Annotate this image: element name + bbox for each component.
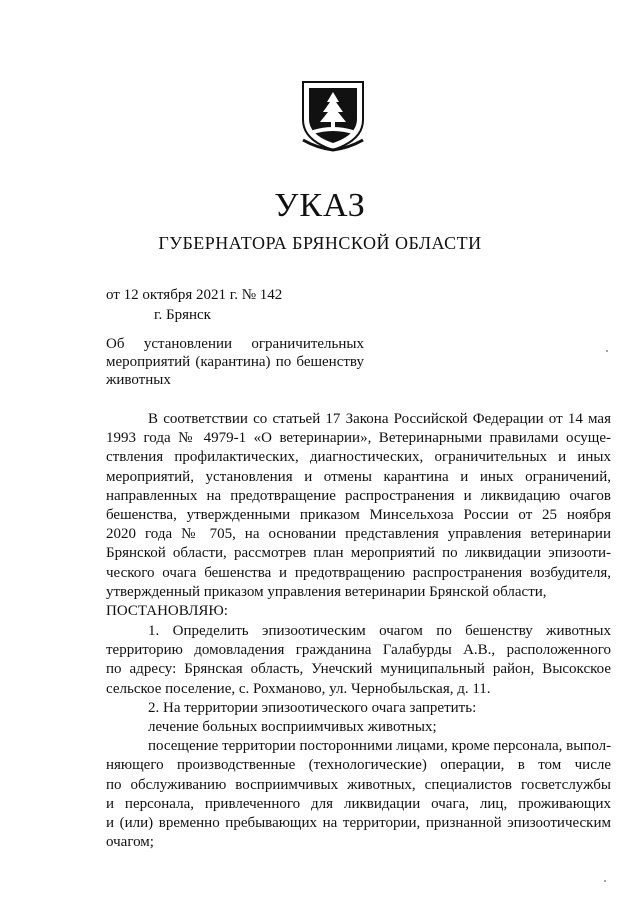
clause-line: и (или) временно пребывающих на территории, признанной эпизоотическим [106,814,611,831]
clause-line: очагом; [106,834,154,851]
coat-of-arms-icon [299,80,367,152]
clause-line: по адресу: Брянская область, Унечский муниципальный район, Высокское [106,661,611,678]
clause-line: сельское поселение, с. Рохманово, ул. Чернобыльская, д. 11. [106,680,491,697]
document-subtitle: ГУБЕРНАТОРА БРЯНСКОЙ ОБЛАСТИ [158,233,482,253]
clause-line: по обслуживанию восприимчивых животных, специалистов госветслужбы [106,776,611,793]
text-line: Брянской области, рассмотрев план мероприятий по ликвидации эпизооти- [106,545,611,562]
document-date-number: от 12 октября 2021 г. № 142 [106,287,283,303]
scan-speck [606,350,608,352]
clause-line: 2. На территории эпизоотического очага запретить: [148,699,477,716]
clauses-section [106,622,611,852]
text-line: 2020 года № 705, на основании представления управления ветеринарии [106,526,611,543]
text-line: ческого очага бешенства и предотвращению распространения возбудителя, [106,564,611,581]
resolution-word: ПОСТАНОВЛЯЮ: [106,602,228,619]
clause-line: 1. Определить эпизоотическим очагом по бешенству животных [148,623,611,639]
text-line: мероприятий, установления и отмены карантина и иных ограничений, [106,468,611,485]
clause-line: территорию домовладения гражданина Галабурды А.В., расположенного [106,642,611,659]
text-line: направленных на предотвращение распространения и ликвидацию очагов [106,487,611,504]
document-city: г. Брянск [154,307,211,323]
subject-line: животных [106,372,171,388]
document-subject [106,335,364,389]
document-title: УКАЗ [274,187,366,224]
text-line: ствления профилактических, диагностических, ограничительных и иных [106,449,611,466]
scan-speck [604,880,606,882]
text-line: 1993 года № 4979-1 «О ветеринарии», Ветеринарными правилами осуще- [106,430,611,447]
text-line: В соответствии со статьей 17 Закона Российской Федерации от 14 мая [148,411,611,427]
text-line: бешенства, утвержденными приказом Минсельхоза России от 25 ноября [106,506,611,523]
text-line: утвержденный приказом управления ветеринарии Брянской области, [106,583,547,600]
clause-line: няющего производственные (технологические) операции, в том числе [106,757,611,774]
subject-line: мероприятий (карантина) по бешенству [106,354,364,370]
subject-line: Об установлении ограничительных [106,336,364,352]
clause-line: посещение территории посторонними лицами, кроме персонала, выпол- [148,738,612,755]
clause-line: лечение больных восприимчивых животных; [148,718,437,735]
clause-line: и персонала, привлеченного для ликвидации очага, лиц, проживающих [106,795,611,812]
preamble-paragraph [106,410,611,621]
